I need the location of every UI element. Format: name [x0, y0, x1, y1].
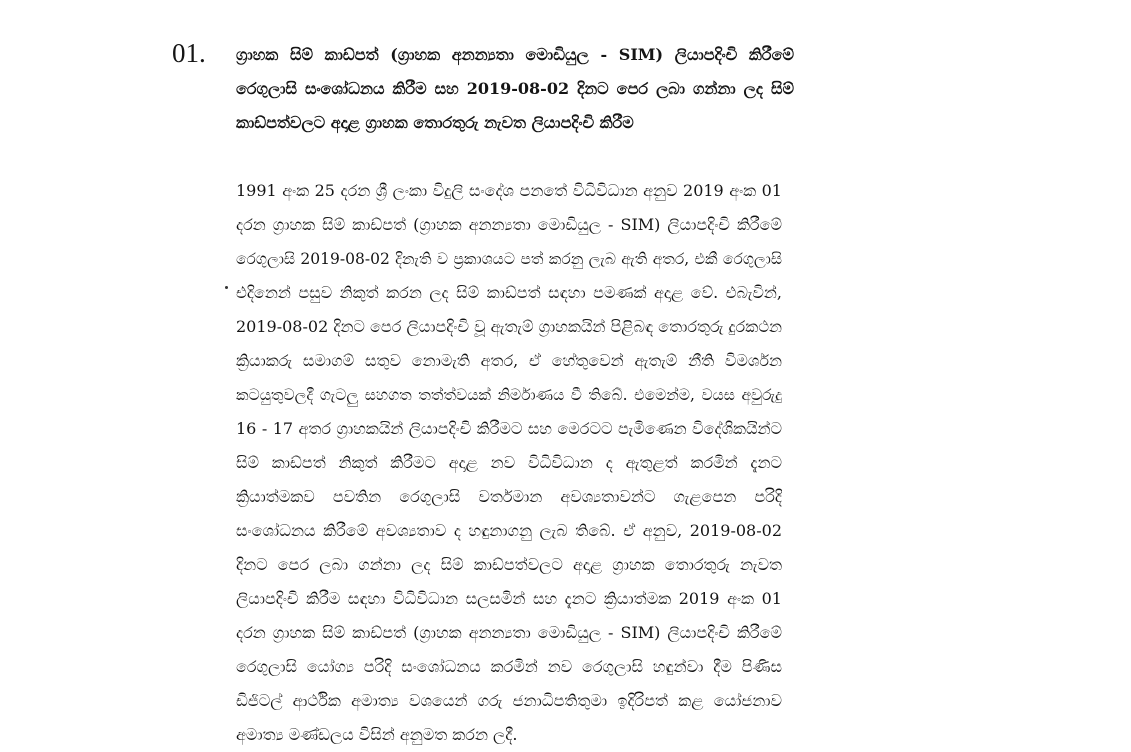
- body-line: සංශෝධනය කිරීමේ අවශ්‍යතාව ද හඳුනාගනු ලැබ තිබේ. ඒ අනුව, 2019-08-02: [236, 521, 782, 540]
- scan-speck: [225, 286, 228, 289]
- body-line: දරන ග්‍රාහක සිම් කාඩ්පත් (ග්‍රාහක අනන්‍යතා මොඩියුල - SIM) ලියාපදිංචි කිරීමේ: [236, 623, 782, 642]
- item-body-paragraph: [236, 174, 782, 752]
- body-line: 16 - 17 අතර ග්‍රාහකයින් ලියාපදිංචි කිරීමට සහ මෙරටට පැමිණෙන විදේශිකයින්ට: [236, 419, 782, 438]
- body-line: රෙගුලාසි යෝග්‍ය පරිදි සංශෝධනය කරමින් නව රෙගුලාසි හඳුන්වා දීම පිණිස: [236, 657, 782, 676]
- body-line: 2019-08-02 දිනට පෙර ලියාපදිංචි වූ ඇතැම් ග්‍රාහකයින් පිළිබඳ තොරතුරු දුරකථන: [236, 317, 782, 336]
- body-line: එදිනෙන් පසුව නිකුත් කරන ලද සිම් කාඩ්පත් සඳහා පමණක් අදාළ වේ. එබැවින්,: [236, 283, 782, 302]
- body-line: ක්‍රියාකරු සමාගම් සතුව නොමැති අතර, ඒ හේතුවෙන් ඇතැම් නීති විමර්ශන: [236, 351, 782, 370]
- body-line: ඩිජිටල් ආර්ථික අමාත්‍ය වශයෙන් ගරු ජනාධිපතිතුමා ඉදිරිපත් කළ යෝජනාව: [236, 691, 782, 710]
- body-line: දිනට පෙර ලබා ගන්නා ලද සිම් කාඩ්පත්වලට අදාළ ග්‍රාහක තොරතුරු නැවත: [236, 555, 782, 574]
- body-line: දරන ග්‍රාහක සිම් කාඩ්පත් (ග්‍රාහක අනන්‍යතා මොඩියුල - SIM) ලියාපදිංචි කිරීමේ: [236, 215, 782, 234]
- item-number: 01.: [172, 38, 206, 68]
- body-line: අමාත්‍ය මණ්ඩලය විසින් අනුමත කරන ලදී.: [236, 725, 518, 744]
- body-line: කටයුතුවලදී ගැටලු සහගත තත්ත්වයක් නිර්මාණය වී තිබේ. එමෙන්ම, වයස අවුරුදු: [236, 386, 782, 404]
- body-line: ලියාපදිංචි කිරීම සඳහා විධිවිධාන සලසමින් සහ දැනට ක්‍රියාත්මක 2019 අංක 01: [236, 589, 782, 608]
- heading-line: කාඩ්පත්වලට අදාළ ග්‍රාහක තොරතුරු නැවත ලියාපදිංචි කිරීම: [236, 113, 634, 132]
- body-line: 1991 අංක 25 දරන ශ්‍රී ලංකා විදුලි සංදේශ පනතේ විධිවිධාන අනුව 2019 අංක 01: [236, 181, 782, 200]
- item-heading: [236, 38, 794, 140]
- heading-line: රෙගුලාසි සංශෝධනය කිරීම සහ 2019-08-02 දිනට පෙර ලබා ගන්නා ලද සිම්: [236, 79, 794, 98]
- heading-line: ග්‍රාහක සිම් කාඩ්පත් (ග්‍රාහක අනන්‍යතා මොඩියුල - SIM) ලියාපදිංචි කිරීමේ: [236, 45, 794, 64]
- body-line: ක්‍රියාත්මකව පවතින රෙගුලාසි වර්තමාන අවශ්‍යතාවන්ට ගැළපෙන පරිදි: [236, 487, 782, 506]
- body-line: සිම් කාඩ්පත් නිකුත් කිරීමට අදාළ නව විධිවිධාන ද ඇතුළත් කරමින් දැනට: [236, 453, 782, 472]
- body-line: රෙගුලාසි 2019-08-02 දිනැති ව ප්‍රකාශයට පත් කරනු ලැබ ඇති අතර, එකී රෙගුලාසි: [236, 250, 782, 268]
